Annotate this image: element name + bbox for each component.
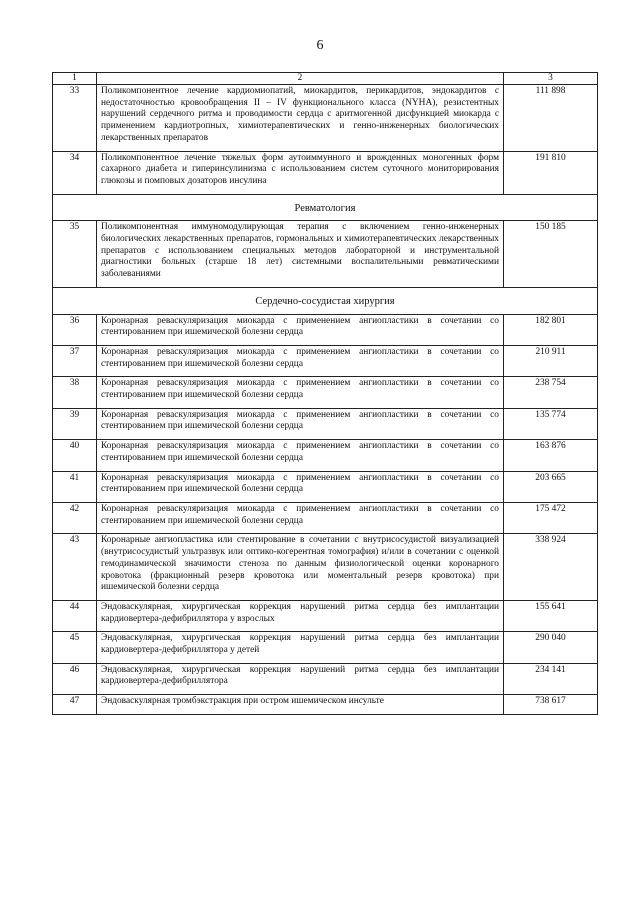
- table-row: [53, 663, 598, 694]
- row-description: Коронарная реваскуляризация миокарда с применением ангиопластики в сочетании со стентированием при ишемической болезни сердца: [97, 408, 504, 439]
- table-row: [53, 345, 598, 376]
- column-header-price: 3: [504, 73, 598, 85]
- row-number: 33: [53, 85, 97, 152]
- row-price: 738 617: [504, 695, 598, 715]
- row-price: 238 754: [504, 377, 598, 408]
- column-header-description: 2: [97, 73, 504, 85]
- row-description: Коронарная реваскуляризация миокарда с применением ангиопластики в сочетании со стентированием при ишемической болезни сердца: [97, 502, 504, 533]
- row-description: Коронарные ангиопластика или стентирование в сочетании с внутрисосудистой визуализацией (внутрисосудистый ультразвук или оптико-когерентная томография) и/или в сочетании с оценкой гемодинамической значимости стеноза по данным физиологической оценки коронарного кровотока (фракционный резерв кровотока или моментальный резерв кровотока) при ишемической болезни сердца: [97, 534, 504, 601]
- row-price: 135 774: [504, 408, 598, 439]
- row-number: 47: [53, 695, 97, 715]
- row-number: 43: [53, 534, 97, 601]
- row-description: Эндоваскулярная, хирургическая коррекция нарушений ритма сердца без имплантации кардиовертера-дефибриллятора у детей: [97, 632, 504, 663]
- row-number: 37: [53, 345, 97, 376]
- row-description: Коронарная реваскуляризация миокарда с применением ангиопластики в сочетании со стентированием при ишемической болезни сердца: [97, 314, 504, 345]
- row-description: Коронарная реваскуляризация миокарда с применением ангиопластики в сочетании со стентированием при ишемической болезни сердца: [97, 377, 504, 408]
- table-row: [53, 632, 598, 663]
- row-number: 39: [53, 408, 97, 439]
- column-header-number: 1: [53, 73, 97, 85]
- row-number: 46: [53, 663, 97, 694]
- row-price: 155 641: [504, 600, 598, 631]
- row-number: 42: [53, 502, 97, 533]
- table-row: [53, 471, 598, 502]
- table-row: [53, 440, 598, 471]
- row-description: Эндоваскулярная, хирургическая коррекция нарушений ритма сердца без имплантации кардиовертера-дефибриллятора у взрослых: [97, 600, 504, 631]
- table-row: [53, 408, 598, 439]
- section-header-row: [53, 287, 598, 314]
- table-row: [53, 534, 598, 601]
- row-price: 175 472: [504, 502, 598, 533]
- table-row: [53, 600, 598, 631]
- row-price: 150 185: [504, 221, 598, 288]
- section-header-row: [53, 194, 598, 221]
- row-price: 290 040: [504, 632, 598, 663]
- table-row: [53, 314, 598, 345]
- row-description: Коронарная реваскуляризация миокарда с применением ангиопластики в сочетании со стентированием при ишемической болезни сердца: [97, 471, 504, 502]
- table-row: [53, 377, 598, 408]
- tariff-table-body: [53, 73, 598, 715]
- row-number: 41: [53, 471, 97, 502]
- section-title: Сердечно-сосудистая хирургия: [53, 287, 598, 314]
- row-number: 40: [53, 440, 97, 471]
- row-description: Поликомпонентное лечение тяжелых форм аутоиммунного и врожденных моногенных форм сахарного диабета и гиперинсулинизма с использованием систем суточного мониторирования глюкозы и помповых дозаторов инсулина: [97, 151, 504, 194]
- row-price: 203 665: [504, 471, 598, 502]
- table-row: [53, 151, 598, 194]
- row-description: Коронарная реваскуляризация миокарда с применением ангиопластики в сочетании со стентированием при ишемической болезни сердца: [97, 440, 504, 471]
- page-number: 6: [316, 38, 324, 53]
- section-title: Ревматология: [53, 194, 598, 221]
- row-number: 38: [53, 377, 97, 408]
- row-price: 210 911: [504, 345, 598, 376]
- row-price: 234 141: [504, 663, 598, 694]
- table-row: [53, 695, 598, 715]
- row-description: Коронарная реваскуляризация миокарда с применением ангиопластики в сочетании со стентированием при ишемической болезни сердца: [97, 345, 504, 376]
- row-description: Поликомпонентная иммуномодулирующая терапия с включением генно-инженерных биологических лекарственных препаратов, гормональных и химиотерапевтических лекарственных препаратов с использованием специальных методов лабораторной и инструментальной диагностики больных (старше 18 лет) системными воспалительными ревматическими заболеваниями: [97, 221, 504, 288]
- row-price: 111 898: [504, 85, 598, 152]
- row-description: Эндоваскулярная тромбэкстракция при остром ишемическом инсульте: [97, 695, 504, 715]
- row-description: Эндоваскулярная, хирургическая коррекция нарушений ритма сердца без имплантации кардиовертера-дефибриллятора: [97, 663, 504, 694]
- tariff-table: [52, 72, 598, 715]
- row-number: 45: [53, 632, 97, 663]
- row-price: 182 801: [504, 314, 598, 345]
- row-price: 338 924: [504, 534, 598, 601]
- table-row: [53, 221, 598, 288]
- row-number: 35: [53, 221, 97, 288]
- row-number: 44: [53, 600, 97, 631]
- table-row: [53, 85, 598, 152]
- row-price: 191 810: [504, 151, 598, 194]
- row-description: Поликомпонентное лечение кардиомиопатий, миокардитов, перикардитов, эндокардитов с недостаточностью кровообращения II – IV функционального класса (NYHA), резистентных нарушений сердечного ритма и проводимости сердца с аритмогенной дисфункцией миокарда с применением кардиотропных, химиотерапевтических и генно-инженерных биологических лекарственных препаратов: [97, 85, 504, 152]
- table-header-row: [53, 73, 598, 85]
- table-row: [53, 502, 598, 533]
- row-price: 163 876: [504, 440, 598, 471]
- row-number: 36: [53, 314, 97, 345]
- row-number: 34: [53, 151, 97, 194]
